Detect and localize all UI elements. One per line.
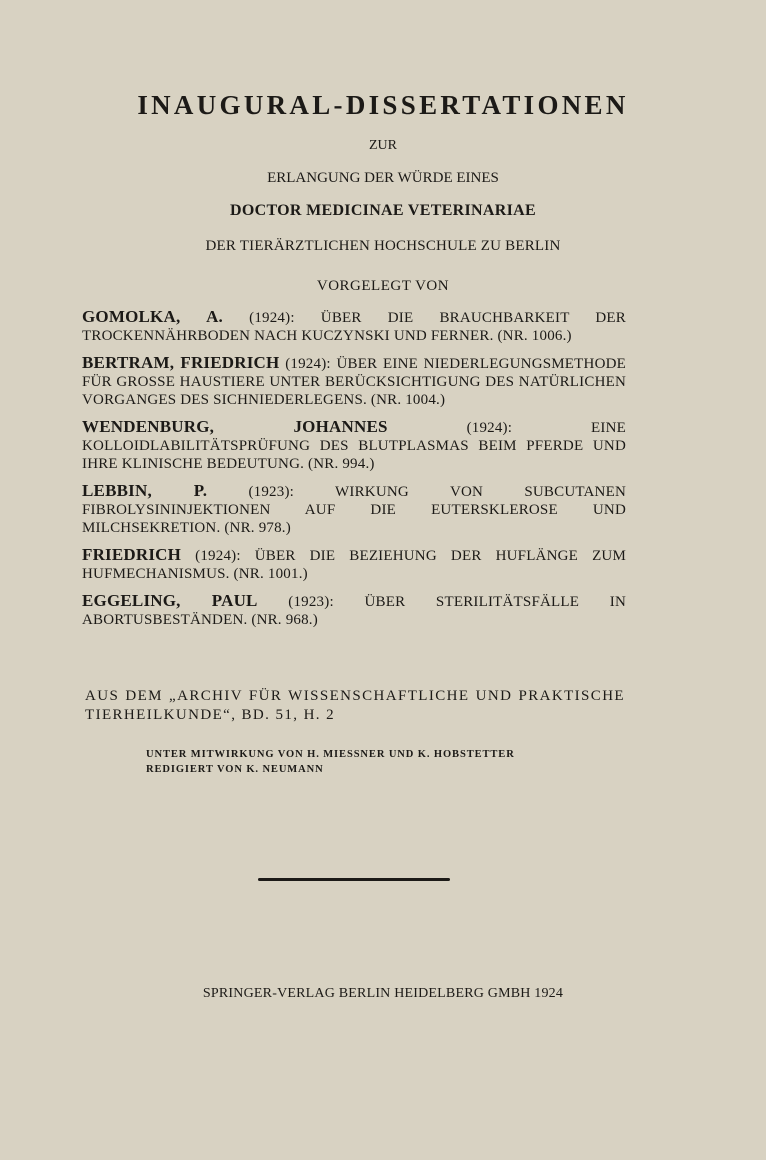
dissertation-entry — [82, 418, 626, 473]
institution-line: DER TIERÄRZTLICHEN HOCHSCHULE ZU BERLIN — [205, 238, 561, 254]
dissertation-text: (1924): ÜBER DIE BRAUCHBARKEIT DER TROCKENNÄHRBODEN NACH KUCZYNSKI UND FERNER. (NR. 1006.) — [82, 310, 627, 344]
dissertation-text: (1924): ÜBER DIE BEZIEHUNG DER HUFLÄNGE ZUM HUFMECHANISMUS. (NR. 1001.) — [82, 548, 626, 582]
dissertation-entry — [82, 546, 626, 583]
dissertation-text: (1923): WIRKUNG VON SUBCUTANEN FIBROLYSININJEKTIONEN AUF DIE EUTERSKLEROSE UND MILCHSEKRETION. (NR. 978.) — [82, 484, 626, 536]
divider-rule — [258, 878, 450, 881]
zur-line: ZUR — [369, 138, 397, 153]
dissertation-entry — [82, 308, 626, 345]
publisher-line: SPRINGER-VERLAG BERLIN HEIDELBERG GMBH 1924 — [202, 986, 564, 1001]
document-title: INAUGURAL-DISSERTATIONEN — [137, 90, 629, 120]
dissertation-entry — [82, 482, 626, 537]
vorgelegt-line: VORGELEGT VON — [316, 278, 450, 294]
author-name: WENDENBURG, JOHANNES — [82, 417, 388, 436]
author-name: GOMOLKA, A. — [82, 307, 224, 326]
author-name: EGGELING, PAUL — [82, 591, 258, 610]
editors-block — [146, 747, 576, 777]
dissertation-entry — [82, 354, 626, 409]
dissertation-list — [82, 308, 626, 638]
author-name: FRIEDRICH — [82, 545, 182, 564]
dissertation-text: (1924): ÜBER EINE NIEDERLEGUNGSMETHODE FÜR GROSSE HAUSTIERE UNTER BERÜCKSICHTIGUNG DES NATÜRLICHEN VORGANGES DES SICHNIEDERLEGENS. (NR. 1004.) — [82, 356, 626, 408]
dissertation-entry — [82, 592, 626, 629]
editor-line: REDIGIERT VON K. NEUMANN — [146, 764, 324, 775]
author-name: BERTRAM, FRIEDRICH — [82, 353, 280, 372]
degree-line: DOCTOR MEDICINAE VETERINARIAE — [230, 202, 536, 219]
source-note: AUS DEM „ARCHIV FÜR WISSENSCHAFTLICHE UND PRAKTISCHE TIERHEILKUNDE“, BD. 51, H. 2 — [85, 688, 625, 723]
dissertation-text: (1924): EINE KOLLOIDLABILITÄTSPRÜFUNG DES BLUTPLASMAS BEIM PFERDE UND IHRE KLINISCHE BEDEUTUNG. (NR. 994.) — [82, 420, 626, 472]
dissertation-text: (1923): ÜBER STERILITÄTSFÄLLE IN ABORTUSBESTÄNDEN. (NR. 968.) — [82, 594, 626, 628]
erlangung-line: ERLANGUNG DER WÜRDE EINES — [267, 170, 499, 186]
author-name: LEBBIN, P. — [82, 481, 208, 500]
contributors-line: UNTER MITWIRKUNG VON H. MIESSNER UND K. HOBSTETTER — [146, 749, 515, 760]
